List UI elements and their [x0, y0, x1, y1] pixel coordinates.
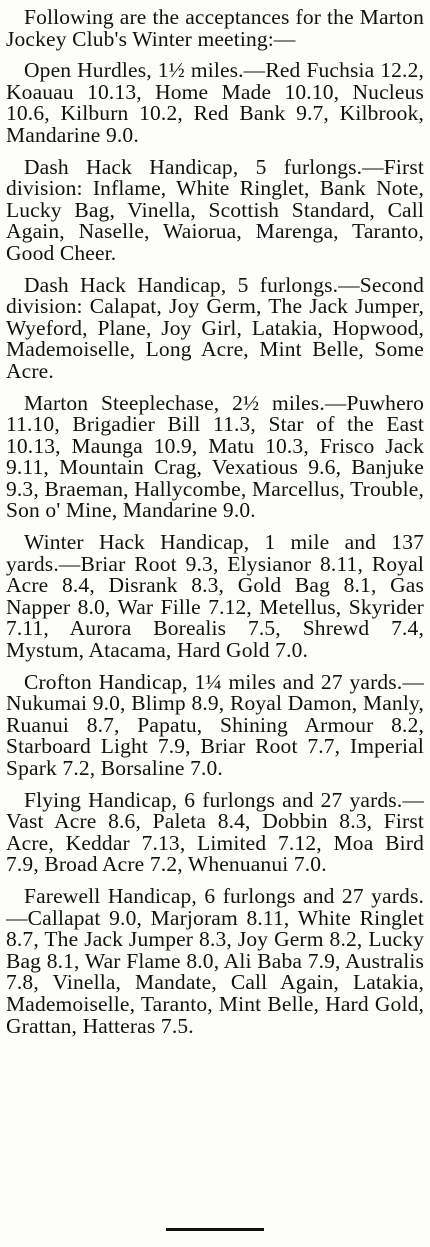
- race-farewell-handicap: Farewell Handicap, 6 furlongs and 27 yards.—Callapat 9.0, Marjoram 8.11, White Ringlet 8.7, The Jack Jumper 8.3, Joy Germ 8.2, Lucky Bag 8.1, War Flame 8.0, Ali Baba 7.9, Australis 7.8, Vinella, Mandate, Call Again, Latakia, Mademoiselle, Taranto, Mint Belle, Hard Gold, Grattan, Hatteras 7.5.: [6, 883, 424, 1038]
- end-rule: [166, 1228, 264, 1231]
- race-dash-hack-second-division: Dash Hack Handicap, 5 furlongs.—Second division: Calapat, Joy Germ, The Jack Jumper, Wyeford, Plane, Joy Girl, Latakia, Hopwood, Mademoiselle, Long Acre, Mint Belle, Some Acre.: [6, 272, 424, 383]
- race-dash-hack-first-division: Dash Hack Handicap, 5 furlongs.—First division: Inflame, White Ringlet, Bank Note, Lucky Bag, Vinella, Scottish Standard, Call Again, Naselle, Waiorua, Marenga, Taranto, Good Cheer.: [6, 154, 424, 265]
- race-flying-handicap: Flying Handicap, 6 furlongs and 27 yards.—Vast Acre 8.6, Paleta 8.4, Dobbin 8.3, First Acre, Keddar 7.13, Limited 7.12, Moa Bird 7.9, Broad Acre 7.2, Whenuanui 7.0.: [6, 787, 424, 877]
- race-crofton-handicap: Crofton Handicap, 1¼ miles and 27 yards.—Nukumai 9.0, Blimp 8.9, Royal Damon, Manly, Ruanui 8.7, Papatu, Shining Armour 8.2, Starboard Light 7.9, Briar Root 7.7, Imperial Spark 7.2, Borsaline 7.0.: [6, 669, 424, 780]
- race-winter-hack-handicap: Winter Hack Handicap, 1 mile and 137 yards.—Briar Root 9.3, Elysianor 8.11, Royal Acre 8.4, Disrank 8.3, Gold Bag 8.1, Gas Napper 8.0, War Fille 7.12, Metellus, Skyrider 7.11, Aurora Borealis 7.5, Shrewd 7.4, Mystum, Atacama, Hard Gold 7.0.: [6, 530, 424, 663]
- article-intro: Following are the acceptances for the Marton Jockey Club's Winter meeting:—: [6, 5, 424, 51]
- race-open-hurdles: Open Hurdles, 1½ miles.—Red Fuchsia 12.2, Koauau 10.13, Home Made 10.10, Nucleus 10.6, Kilburn 10.2, Red Bank 9.7, Kilbrook, Mandarine 9.0.: [6, 58, 424, 147]
- race-marton-steeplechase: Marton Steeplechase, 2½ miles.—Puwhero 11.10, Brigadier Bill 11.3, Star of the East 10.13, Maunga 10.9, Matu 10.3, Frisco Jack 9.11, Mountain Crag, Vexatious 9.6, Banjuke 9.3, Braeman, Hallycombe, Marcellus, Trouble, Son o' Mine, Mandarine 9.0.: [6, 390, 424, 523]
